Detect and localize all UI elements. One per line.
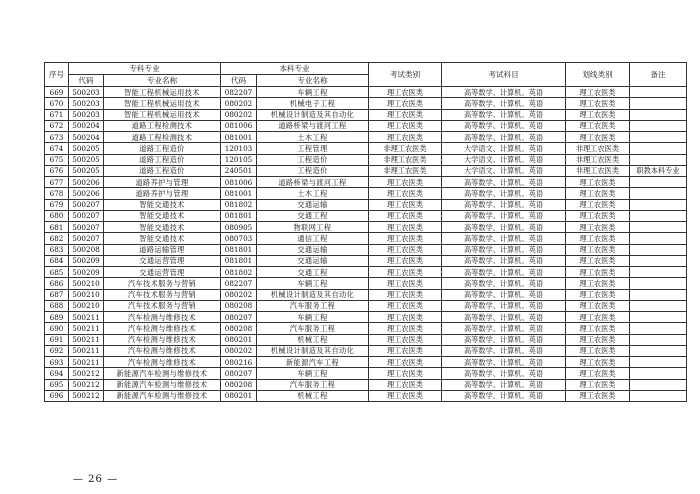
table-row <box>45 379 687 390</box>
cell-exam-subjects: 高等数学、计算机、英语 <box>442 244 566 255</box>
cell-line-type: 理工农医类 <box>566 233 630 244</box>
cell-remarks <box>630 255 687 266</box>
cell-zhuanke-name: 道路工程造价 <box>104 143 221 154</box>
cell-zhuanke-code: 500208 <box>69 244 104 255</box>
cell-benke-code: 081006 <box>221 177 257 188</box>
cell-benke-code: 120103 <box>221 143 257 154</box>
cell-line-type: 理工农医类 <box>566 368 630 379</box>
cell-exam-type: 理工农医类 <box>369 312 442 323</box>
cell-zhuanke-name: 智能交通技术 <box>104 222 221 233</box>
cell-exam-type: 理工农医类 <box>369 368 442 379</box>
cell-zhuanke-name: 新能源汽车检测与维修技术 <box>104 368 221 379</box>
cell-remarks <box>630 98 687 109</box>
header-zhuanke-code: 代码 <box>69 75 104 87</box>
cell-line-type: 理工农医类 <box>566 244 630 255</box>
cell-exam-type: 理工农医类 <box>369 109 442 120</box>
cell-zhuanke-name: 智能工程机械运用技术 <box>104 87 221 98</box>
cell-exam-type: 非理工农医类 <box>369 165 442 176</box>
cell-seq: 678 <box>45 188 69 199</box>
cell-benke-code: 081802 <box>221 267 257 278</box>
cell-remarks <box>630 368 687 379</box>
cell-remarks <box>630 300 687 311</box>
cell-remarks <box>630 379 687 390</box>
cell-benke-code: 080202 <box>221 289 257 300</box>
cell-zhuanke-name: 道路工程检测技术 <box>104 132 221 143</box>
cell-seq: 694 <box>45 368 69 379</box>
cell-seq: 673 <box>45 132 69 143</box>
cell-benke-name: 道路桥梁与渡河工程 <box>257 177 369 188</box>
cell-zhuanke-name: 道路养护与管理 <box>104 188 221 199</box>
cell-exam-type: 非理工农医类 <box>369 154 442 165</box>
cell-exam-type: 理工农医类 <box>369 188 442 199</box>
table-row <box>45 312 687 323</box>
cell-benke-name: 汽车服务工程 <box>257 323 369 334</box>
table-row <box>45 132 687 143</box>
cell-seq: 696 <box>45 390 69 401</box>
cell-line-type: 理工农医类 <box>566 188 630 199</box>
cell-exam-subjects: 高等数学、计算机、英语 <box>442 357 566 368</box>
cell-line-type: 非理工农医类 <box>566 165 630 176</box>
cell-seq: 674 <box>45 143 69 154</box>
cell-zhuanke-name: 汽车技术服务与营销 <box>104 289 221 300</box>
cell-benke-code: 081801 <box>221 255 257 266</box>
cell-benke-code: 082207 <box>221 278 257 289</box>
cell-benke-name: 交通运输 <box>257 244 369 255</box>
cell-line-type: 理工农医类 <box>566 345 630 356</box>
cell-line-type: 理工农医类 <box>566 255 630 266</box>
cell-benke-name: 物联网工程 <box>257 222 369 233</box>
cell-exam-subjects: 大学语文、计算机、英语 <box>442 143 566 154</box>
cell-zhuanke-code: 500206 <box>69 188 104 199</box>
table-row <box>45 289 687 300</box>
cell-seq: 682 <box>45 233 69 244</box>
cell-zhuanke-name: 道路工程检测技术 <box>104 120 221 131</box>
cell-exam-subjects: 高等数学、计算机、英语 <box>442 323 566 334</box>
cell-benke-name: 汽车服务工程 <box>257 379 369 390</box>
cell-zhuanke-code: 500204 <box>69 132 104 143</box>
cell-remarks <box>630 267 687 278</box>
cell-benke-code: 080201 <box>221 390 257 401</box>
cell-exam-subjects: 大学语文、计算机、英语 <box>442 165 566 176</box>
cell-zhuanke-code: 500207 <box>69 210 104 221</box>
cell-benke-code: 080207 <box>221 312 257 323</box>
table-row <box>45 165 687 176</box>
header-exam-type: 考试类别 <box>369 63 442 87</box>
cell-zhuanke-code: 500211 <box>69 334 104 345</box>
table-row <box>45 188 687 199</box>
cell-exam-type: 理工农医类 <box>369 210 442 221</box>
cell-zhuanke-code: 500210 <box>69 300 104 311</box>
cell-zhuanke-name: 新能源汽车检测与维修技术 <box>104 379 221 390</box>
cell-zhuanke-name: 汽车检测与维修技术 <box>104 345 221 356</box>
cell-exam-subjects: 高等数学、计算机、英语 <box>442 379 566 390</box>
cell-zhuanke-code: 500207 <box>69 233 104 244</box>
cell-seq: 670 <box>45 98 69 109</box>
cell-seq: 689 <box>45 312 69 323</box>
cell-seq: 687 <box>45 289 69 300</box>
cell-zhuanke-name: 智能交通技术 <box>104 210 221 221</box>
cell-benke-name: 土木工程 <box>257 132 369 143</box>
cell-zhuanke-code: 500206 <box>69 177 104 188</box>
header-seq: 序号 <box>45 63 69 87</box>
cell-line-type: 理工农医类 <box>566 120 630 131</box>
header-benke: 本科专业 <box>221 63 369 75</box>
cell-zhuanke-code: 500207 <box>69 222 104 233</box>
cell-exam-type: 理工农医类 <box>369 199 442 210</box>
cell-exam-type: 理工农医类 <box>369 267 442 278</box>
cell-exam-type: 理工农医类 <box>369 255 442 266</box>
cell-benke-code: 080208 <box>221 323 257 334</box>
cell-exam-type: 理工农医类 <box>369 300 442 311</box>
cell-zhuanke-name: 汽车检测与维修技术 <box>104 312 221 323</box>
cell-benke-code: 082207 <box>221 87 257 98</box>
header-zhuanke: 专科专业 <box>69 63 221 75</box>
cell-benke-code: 080202 <box>221 109 257 120</box>
cell-seq: 680 <box>45 210 69 221</box>
cell-exam-type: 理工农医类 <box>369 244 442 255</box>
cell-exam-subjects: 高等数学、计算机、英语 <box>442 334 566 345</box>
cell-exam-subjects: 高等数学、计算机、英语 <box>442 267 566 278</box>
cell-benke-name: 车辆工程 <box>257 312 369 323</box>
cell-line-type: 理工农医类 <box>566 312 630 323</box>
cell-exam-subjects: 高等数学、计算机、英语 <box>442 278 566 289</box>
table-row <box>45 143 687 154</box>
cell-remarks <box>630 390 687 401</box>
cell-benke-name: 交通工程 <box>257 210 369 221</box>
cell-line-type: 非理工农医类 <box>566 154 630 165</box>
cell-line-type: 理工农医类 <box>566 222 630 233</box>
cell-benke-code: 080202 <box>221 98 257 109</box>
cell-exam-type: 理工农医类 <box>369 278 442 289</box>
cell-line-type: 理工农医类 <box>566 98 630 109</box>
cell-benke-name: 土木工程 <box>257 188 369 199</box>
cell-line-type: 理工农医类 <box>566 323 630 334</box>
cell-seq: 676 <box>45 165 69 176</box>
cell-line-type: 理工农医类 <box>566 390 630 401</box>
cell-benke-name: 机械工程 <box>257 390 369 401</box>
cell-benke-name: 机械设计制造及其自动化 <box>257 345 369 356</box>
cell-exam-type: 理工农医类 <box>369 120 442 131</box>
cell-benke-name: 汽车服务工程 <box>257 300 369 311</box>
cell-benke-code: 081802 <box>221 199 257 210</box>
cell-seq: 693 <box>45 357 69 368</box>
cell-exam-type: 理工农医类 <box>369 390 442 401</box>
cell-seq: 671 <box>45 109 69 120</box>
cell-exam-subjects: 大学语文、计算机、英语 <box>442 154 566 165</box>
cell-seq: 691 <box>45 334 69 345</box>
table-row <box>45 300 687 311</box>
cell-zhuanke-code: 500210 <box>69 278 104 289</box>
cell-exam-type: 理工农医类 <box>369 87 442 98</box>
cell-exam-subjects: 高等数学、计算机、英语 <box>442 289 566 300</box>
cell-line-type: 理工农医类 <box>566 334 630 345</box>
cell-zhuanke-name: 汽车技术服务与营销 <box>104 300 221 311</box>
cell-remarks <box>630 87 687 98</box>
cell-remarks <box>630 210 687 221</box>
cell-remarks <box>630 120 687 131</box>
cell-line-type: 理工农医类 <box>566 278 630 289</box>
cell-exam-subjects: 高等数学、计算机、英语 <box>442 177 566 188</box>
header-line-type: 划线类别 <box>566 63 630 87</box>
cell-benke-name: 机械工程 <box>257 334 369 345</box>
cell-line-type: 理工农医类 <box>566 267 630 278</box>
table-row <box>45 109 687 120</box>
cell-zhuanke-code: 500212 <box>69 390 104 401</box>
cell-benke-code: 081801 <box>221 210 257 221</box>
cell-benke-name: 工程管理 <box>257 143 369 154</box>
cell-zhuanke-name: 道路工程造价 <box>104 165 221 176</box>
cell-zhuanke-code: 500209 <box>69 255 104 266</box>
cell-remarks <box>630 323 687 334</box>
cell-exam-type: 理工农医类 <box>369 379 442 390</box>
header-remarks: 备注 <box>630 63 687 87</box>
cell-exam-subjects: 高等数学、计算机、英语 <box>442 109 566 120</box>
cell-exam-type: 理工农医类 <box>369 222 442 233</box>
cell-benke-name: 机械电子工程 <box>257 98 369 109</box>
cell-zhuanke-name: 道路养护与管理 <box>104 177 221 188</box>
cell-benke-name: 工程造价 <box>257 154 369 165</box>
table-row <box>45 323 687 334</box>
cell-remarks <box>630 312 687 323</box>
table-row <box>45 278 687 289</box>
cell-remarks <box>630 188 687 199</box>
cell-exam-subjects: 高等数学、计算机、英语 <box>442 199 566 210</box>
cell-benke-code: 080202 <box>221 345 257 356</box>
cell-benke-name: 交通工程 <box>257 267 369 278</box>
cell-exam-type: 理工农医类 <box>369 357 442 368</box>
cell-seq: 681 <box>45 222 69 233</box>
table-row <box>45 345 687 356</box>
table-row <box>45 390 687 401</box>
cell-benke-name: 交通运输 <box>257 199 369 210</box>
cell-seq: 684 <box>45 255 69 266</box>
cell-seq: 688 <box>45 300 69 311</box>
cell-exam-subjects: 高等数学、计算机、英语 <box>442 188 566 199</box>
cell-zhuanke-name: 汽车检测与维修技术 <box>104 334 221 345</box>
cell-zhuanke-name: 汽车检测与维修技术 <box>104 357 221 368</box>
cell-exam-type: 理工农医类 <box>369 289 442 300</box>
cell-benke-code: 081801 <box>221 244 257 255</box>
cell-benke-name: 交通运输 <box>257 255 369 266</box>
cell-zhuanke-name: 汽车检测与维修技术 <box>104 323 221 334</box>
cell-exam-subjects: 高等数学、计算机、英语 <box>442 98 566 109</box>
header-benke-name: 专业名称 <box>257 75 369 87</box>
cell-benke-code: 080201 <box>221 334 257 345</box>
cell-zhuanke-name: 交通运营管理 <box>104 255 221 266</box>
cell-exam-type: 理工农医类 <box>369 98 442 109</box>
table-row <box>45 98 687 109</box>
cell-seq: 685 <box>45 267 69 278</box>
cell-benke-name: 工程造价 <box>257 165 369 176</box>
cell-exam-subjects: 高等数学、计算机、英语 <box>442 368 566 379</box>
cell-zhuanke-code: 500211 <box>69 345 104 356</box>
cell-zhuanke-name: 汽车技术服务与营销 <box>104 278 221 289</box>
cell-zhuanke-code: 500203 <box>69 87 104 98</box>
header-benke-code: 代码 <box>221 75 257 87</box>
table-row <box>45 368 687 379</box>
cell-seq: 683 <box>45 244 69 255</box>
cell-benke-name: 机械设计制造及其自动化 <box>257 289 369 300</box>
cell-exam-subjects: 高等数学、计算机、英语 <box>442 255 566 266</box>
cell-line-type: 理工农医类 <box>566 300 630 311</box>
cell-benke-name: 车辆工程 <box>257 278 369 289</box>
cell-benke-code: 120105 <box>221 154 257 165</box>
table-row <box>45 267 687 278</box>
cell-remarks <box>630 357 687 368</box>
cell-exam-subjects: 高等数学、计算机、英语 <box>442 222 566 233</box>
cell-remarks <box>630 177 687 188</box>
cell-zhuanke-name: 智能工程机械运用技术 <box>104 109 221 120</box>
cell-remarks <box>630 334 687 345</box>
cell-seq: 686 <box>45 278 69 289</box>
cell-zhuanke-code: 500211 <box>69 323 104 334</box>
cell-exam-subjects: 高等数学、计算机、英语 <box>442 312 566 323</box>
cell-seq: 695 <box>45 379 69 390</box>
cell-remarks <box>630 154 687 165</box>
cell-zhuanke-name: 智能交通技术 <box>104 233 221 244</box>
cell-zhuanke-code: 500203 <box>69 98 104 109</box>
cell-seq: 672 <box>45 120 69 131</box>
table-row <box>45 233 687 244</box>
cell-line-type: 理工农医类 <box>566 210 630 221</box>
cell-zhuanke-code: 500212 <box>69 379 104 390</box>
table-row <box>45 177 687 188</box>
cell-exam-type: 理工农医类 <box>369 334 442 345</box>
cell-zhuanke-name: 新能源汽车检测与维修技术 <box>104 390 221 401</box>
cell-exam-type: 非理工农医类 <box>369 143 442 154</box>
cell-line-type: 理工农医类 <box>566 177 630 188</box>
table-row <box>45 120 687 131</box>
cell-line-type: 理工农医类 <box>566 289 630 300</box>
admission-table <box>44 62 687 402</box>
cell-remarks <box>630 143 687 154</box>
cell-benke-code: 080905 <box>221 222 257 233</box>
cell-benke-name: 机械设计制造及其自动化 <box>257 109 369 120</box>
table-row <box>45 87 687 98</box>
cell-line-type: 理工农医类 <box>566 87 630 98</box>
cell-zhuanke-code: 500212 <box>69 368 104 379</box>
cell-benke-code: 081001 <box>221 188 257 199</box>
cell-seq: 679 <box>45 199 69 210</box>
cell-remarks <box>630 109 687 120</box>
cell-benke-name: 车辆工程 <box>257 87 369 98</box>
cell-line-type: 非理工农医类 <box>566 143 630 154</box>
cell-seq: 677 <box>45 177 69 188</box>
cell-remarks <box>630 278 687 289</box>
cell-zhuanke-name: 交通运营管理 <box>104 267 221 278</box>
cell-benke-code: 080208 <box>221 300 257 311</box>
cell-exam-type: 理工农医类 <box>369 177 442 188</box>
cell-exam-type: 理工农医类 <box>369 132 442 143</box>
cell-zhuanke-code: 500205 <box>69 165 104 176</box>
cell-zhuanke-code: 500209 <box>69 267 104 278</box>
cell-benke-code: 081001 <box>221 132 257 143</box>
table-row <box>45 210 687 221</box>
cell-zhuanke-code: 500211 <box>69 357 104 368</box>
cell-zhuanke-name: 智能工程机械运用技术 <box>104 98 221 109</box>
table-row <box>45 334 687 345</box>
cell-remarks <box>630 222 687 233</box>
cell-zhuanke-code: 500203 <box>69 109 104 120</box>
cell-seq: 675 <box>45 154 69 165</box>
table-row <box>45 357 687 368</box>
cell-exam-subjects: 高等数学、计算机、英语 <box>442 132 566 143</box>
cell-exam-type: 理工农医类 <box>369 233 442 244</box>
header-zhuanke-name: 专业名称 <box>104 75 221 87</box>
cell-benke-code: 080216 <box>221 357 257 368</box>
cell-exam-type: 理工农医类 <box>369 323 442 334</box>
cell-zhuanke-name: 道路运输管理 <box>104 244 221 255</box>
cell-exam-subjects: 高等数学、计算机、英语 <box>442 300 566 311</box>
cell-benke-code: 240501 <box>221 165 257 176</box>
cell-zhuanke-code: 500205 <box>69 143 104 154</box>
table-row <box>45 199 687 210</box>
cell-benke-name: 车辆工程 <box>257 368 369 379</box>
cell-exam-type: 理工农医类 <box>369 345 442 356</box>
cell-line-type: 理工农医类 <box>566 357 630 368</box>
table-header <box>45 63 687 87</box>
cell-benke-code: 080208 <box>221 379 257 390</box>
table-body <box>45 87 687 402</box>
cell-line-type: 理工农医类 <box>566 379 630 390</box>
cell-remarks <box>630 233 687 244</box>
cell-benke-code: 080703 <box>221 233 257 244</box>
cell-remarks <box>630 345 687 356</box>
cell-exam-subjects: 高等数学、计算机、英语 <box>442 210 566 221</box>
cell-remarks: 职教本科专业 <box>630 165 687 176</box>
cell-exam-subjects: 高等数学、计算机、英语 <box>442 390 566 401</box>
cell-seq: 692 <box>45 345 69 356</box>
page-number: — 26 — <box>73 474 119 485</box>
cell-remarks <box>630 132 687 143</box>
cell-zhuanke-name: 道路工程造价 <box>104 154 221 165</box>
cell-line-type: 理工农医类 <box>566 109 630 120</box>
cell-line-type: 理工农医类 <box>566 132 630 143</box>
cell-exam-subjects: 高等数学、计算机、英语 <box>442 345 566 356</box>
cell-remarks <box>630 199 687 210</box>
cell-remarks <box>630 244 687 255</box>
cell-zhuanke-code: 500207 <box>69 199 104 210</box>
cell-remarks <box>630 289 687 300</box>
table-row <box>45 222 687 233</box>
table-row <box>45 154 687 165</box>
cell-zhuanke-code: 500204 <box>69 120 104 131</box>
cell-benke-name: 通信工程 <box>257 233 369 244</box>
header-exam-subjects: 考试科目 <box>442 63 566 87</box>
cell-exam-subjects: 高等数学、计算机、英语 <box>442 120 566 131</box>
cell-zhuanke-code: 500211 <box>69 312 104 323</box>
cell-exam-subjects: 高等数学、计算机、英语 <box>442 233 566 244</box>
cell-zhuanke-name: 智能交通技术 <box>104 199 221 210</box>
cell-line-type: 理工农医类 <box>566 199 630 210</box>
cell-benke-name: 道路桥梁与渡河工程 <box>257 120 369 131</box>
cell-benke-name: 新能源汽车工程 <box>257 357 369 368</box>
cell-zhuanke-code: 500205 <box>69 154 104 165</box>
cell-zhuanke-code: 500210 <box>69 289 104 300</box>
cell-seq: 669 <box>45 87 69 98</box>
cell-seq: 690 <box>45 323 69 334</box>
table-row <box>45 255 687 266</box>
cell-benke-code: 080207 <box>221 368 257 379</box>
cell-exam-subjects: 高等数学、计算机、英语 <box>442 87 566 98</box>
table-row <box>45 244 687 255</box>
cell-benke-code: 081006 <box>221 120 257 131</box>
